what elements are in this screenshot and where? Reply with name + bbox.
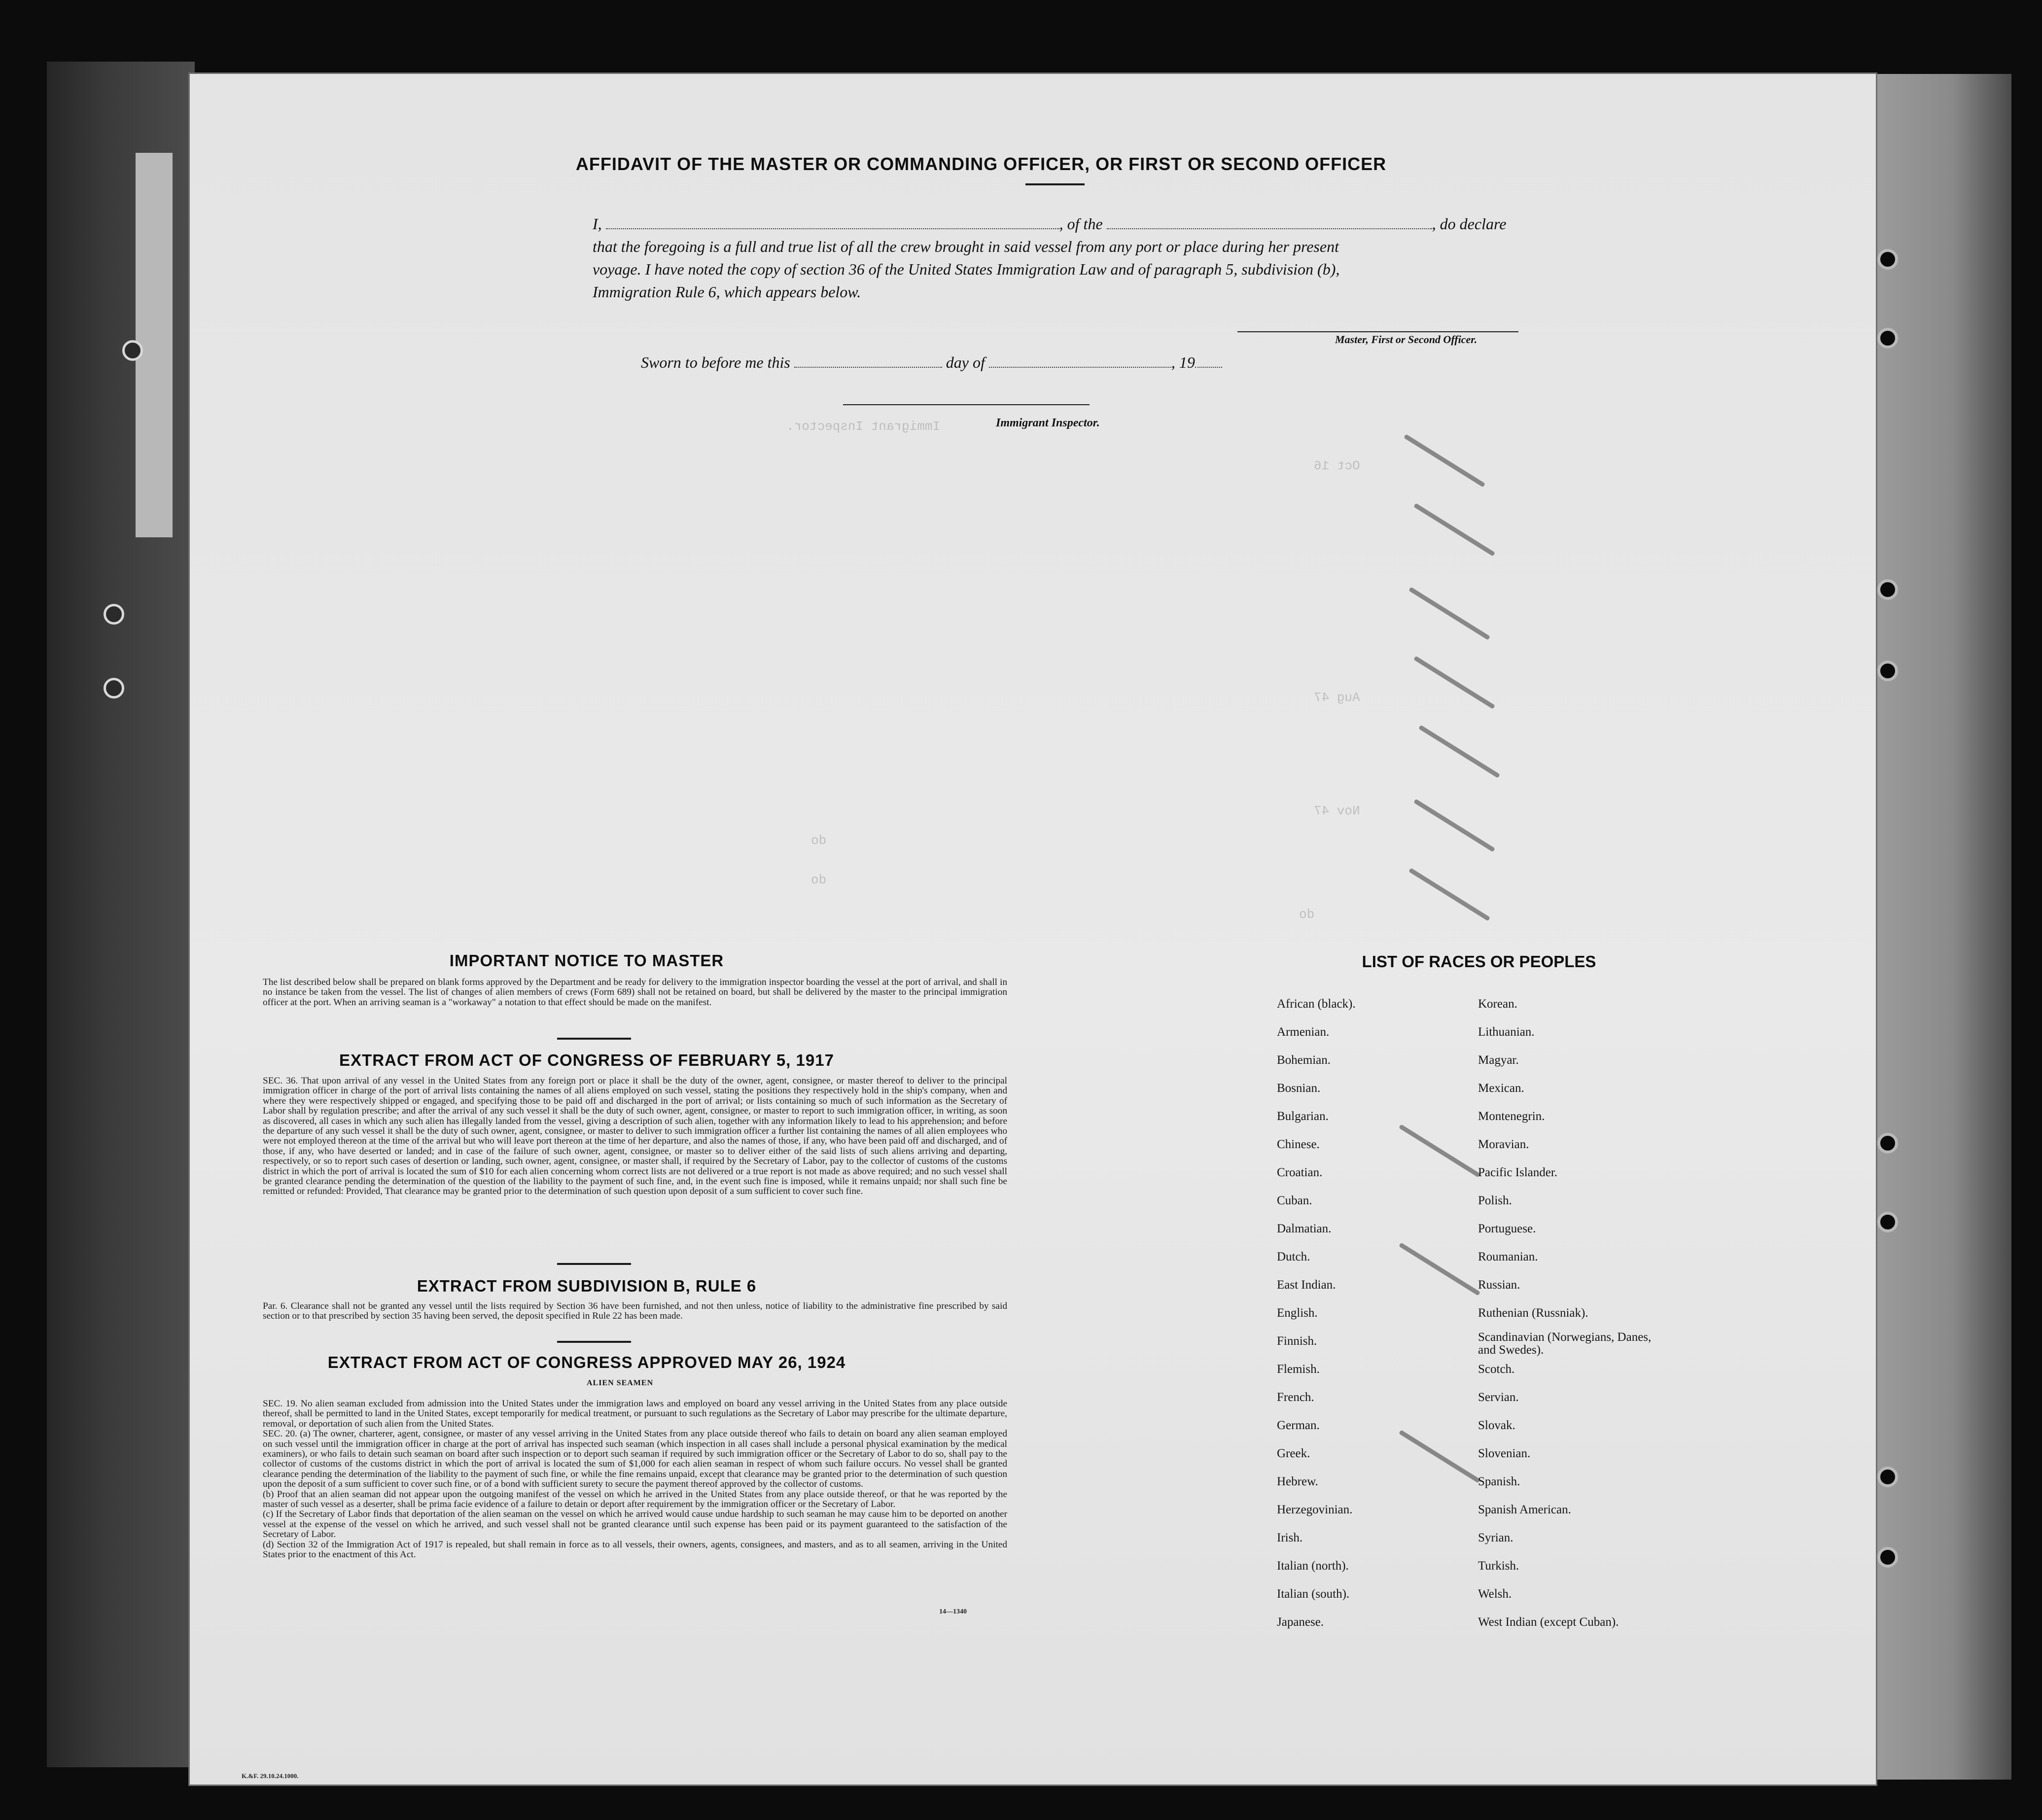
race-item: Scotch.	[1478, 1363, 1515, 1376]
race-item: English.	[1277, 1306, 1318, 1320]
notice-title: IMPORTANT NOTICE TO MASTER	[449, 951, 724, 970]
race-item: Mexican.	[1478, 1082, 1524, 1095]
punch-hole-icon	[1877, 1133, 1898, 1154]
pen-stroke	[1399, 1242, 1480, 1295]
race-item: Scandinavian (Norwegians, Danes, and Swedes).	[1478, 1330, 1652, 1357]
punch-hole-icon	[1877, 661, 1898, 681]
race-item: Polish.	[1478, 1194, 1512, 1207]
affidavit-line-3: voyage. I have noted the copy of section 36 of the United States Immigration Law and of paragraph 5, subdivision (b),	[593, 260, 1340, 278]
race-item: Lithuanian.	[1478, 1025, 1535, 1039]
title-rule	[1025, 183, 1085, 185]
form-number: 14—1340	[939, 1608, 967, 1615]
race-item: East Indian.	[1277, 1278, 1336, 1292]
race-item: Korean.	[1478, 997, 1517, 1011]
race-item: Welsh.	[1478, 1587, 1512, 1601]
backing-board-left	[47, 62, 195, 1767]
race-item: Hebrew.	[1277, 1475, 1318, 1488]
race-item: Dalmatian.	[1277, 1222, 1332, 1235]
race-item: Italian (north).	[1277, 1559, 1349, 1573]
pen-stroke	[1408, 587, 1490, 640]
race-item: Irish.	[1277, 1531, 1303, 1544]
race-item: Roumanian.	[1478, 1250, 1538, 1263]
race-item: Ruthenian (Russniak).	[1478, 1306, 1588, 1320]
sworn-text: , 19	[1171, 353, 1195, 371]
race-item: Pacific Islander.	[1478, 1166, 1558, 1179]
pen-stroke	[1399, 1124, 1480, 1177]
extract-1924-title: EXTRACT FROM ACT OF CONGRESS APPROVED MAY 26, 1924	[327, 1353, 846, 1371]
signature-line[interactable]	[1237, 331, 1518, 332]
race-item: Montenegrin.	[1478, 1110, 1545, 1123]
race-item: Japanese.	[1277, 1615, 1324, 1629]
extract-1917-title: EXTRACT FROM ACT OF CONGRESS OF FEBRUARY 5, 1917	[339, 1051, 834, 1069]
alien-seamen-subtitle: ALIEN SEAMEN	[587, 1379, 654, 1387]
punch-hole-icon	[1877, 249, 1898, 270]
punch-hole-icon	[1877, 579, 1898, 600]
race-item: Finnish.	[1277, 1334, 1317, 1348]
pen-stroke	[1399, 1430, 1480, 1483]
affidavit-line-4: Immigration Rule 6, which appears below.	[593, 283, 861, 301]
rule6-text: Par. 6. Clearance shall not be granted any vessel until the lists required by Section 36 have been furnished, and not then unless, notice of liability to the administrative fine prescribed by said section or to that prescribed by section 35 having been served, the deposit specified in Rule 22 has been made.	[263, 1301, 1007, 1322]
race-item: Dutch.	[1277, 1250, 1310, 1263]
punch-hole-icon	[1877, 1212, 1898, 1232]
race-item: Portuguese.	[1478, 1222, 1536, 1235]
race-item: Magyar.	[1478, 1053, 1519, 1067]
bleed-through-text: Aug 47	[1314, 690, 1360, 705]
race-item: Syrian.	[1478, 1531, 1514, 1544]
punch-hole-icon	[1877, 1547, 1898, 1568]
race-item: Spanish American.	[1478, 1503, 1571, 1516]
affidavit-line-1	[593, 213, 1564, 235]
pen-stroke	[1413, 656, 1495, 709]
notice-text: The list described below shall be prepared on blank forms approved by the Department and be ready for delivery to the immigration inspector boarding the vessel at the port of arrival, and shall in no instance be taken from the vessel. The list of changes of alien members of crews (Form 689) shall not be retained on board, but shall be delivered by the master to the principal immigration officer at the port. When an arriving seaman is a "workaway" a notation to that effect should be made on the manifest.	[263, 977, 1007, 1008]
race-item: Turkish.	[1478, 1559, 1519, 1573]
sworn-month-blank[interactable]	[989, 367, 1171, 368]
inspector-label: Immigrant Inspector.	[996, 417, 1100, 429]
affidavit-line-2: that the foregoing is a full and true list of all the crew brought in said vessel from any port or place during her present	[593, 238, 1339, 255]
race-item: African (black).	[1277, 997, 1356, 1011]
pen-stroke	[1413, 503, 1495, 556]
bleed-through-text: Immigrant Inspector.	[786, 419, 941, 434]
race-item: Bohemian.	[1277, 1053, 1331, 1067]
race-item: Italian (south).	[1277, 1587, 1350, 1601]
race-item: West Indian (except Cuban).	[1478, 1615, 1619, 1629]
punch-hole-icon	[104, 678, 124, 699]
race-item: Bulgarian.	[1277, 1110, 1329, 1123]
race-item: Greek.	[1277, 1447, 1310, 1460]
pen-stroke	[1418, 725, 1500, 778]
sworn-text: day of	[946, 353, 985, 371]
punch-hole-icon	[1877, 328, 1898, 349]
race-item: German.	[1277, 1419, 1320, 1432]
bleed-through-text: Oct 16	[1314, 458, 1360, 473]
sworn-year-blank[interactable]	[1195, 367, 1222, 368]
punch-hole-icon	[104, 604, 124, 625]
master-signature-label: Master, First or Second Officer.	[1335, 333, 1478, 346]
section-rule	[557, 1341, 631, 1343]
race-item: Croatian.	[1277, 1166, 1323, 1179]
punch-hole-icon	[1877, 1467, 1898, 1487]
race-item: Chinese.	[1277, 1138, 1320, 1151]
race-item: Herzegovinian.	[1277, 1503, 1353, 1516]
bleed-through-text: do	[1299, 907, 1315, 922]
affidavit-title: AFFIDAVIT OF THE MASTER OR COMMANDING OFFICER, OR FIRST OR SECOND OFFICER	[575, 154, 1387, 174]
race-item: Armenian.	[1277, 1025, 1330, 1039]
race-item: Moravian.	[1478, 1138, 1529, 1151]
name-blank[interactable]	[606, 228, 1059, 229]
sworn-text: Sworn to before me this	[641, 353, 790, 371]
race-item: French.	[1277, 1391, 1314, 1404]
race-item: Slovenian.	[1478, 1447, 1531, 1460]
race-item: Cuban.	[1277, 1194, 1312, 1207]
punch-hole-icon	[122, 340, 143, 361]
rule6-title: EXTRACT FROM SUBDIVISION B, RULE 6	[417, 1277, 757, 1295]
bleed-through-text: do	[811, 873, 827, 887]
sworn-day-blank[interactable]	[794, 367, 942, 368]
race-item: Spanish.	[1478, 1475, 1520, 1488]
race-item: Russian.	[1478, 1278, 1520, 1292]
pen-stroke	[1404, 434, 1485, 487]
races-title: LIST OF RACES OR PEOPLES	[1362, 952, 1596, 971]
affidavit-text: I,	[593, 215, 602, 233]
extract-1917-text: SEC. 36. That upon arrival of any vessel in the United States from any foreign port or place it shall be the duty of the owner, agent, consignee, or master thereof to deliver to the principal immigration officer in charge of the port of arrival lists containing the names of all aliens employed on such vessel, stating the positions they respectively hold in the ship's company, when and where they were respectively shipped or engaged, and specifying those to be paid off and discharged in the port of arrival; or lists containing so much of such information as the Secretary of Labor shall by regulation prescribe; and after the arrival of any such vessel it shall be the duty of such owner, agent, consignee, or master to report to such immigration officer, in writing, as soon as discovered, all cases in which any such alien has illegally landed from the vessel, giving a description of such alien, together with any information likely to lead to his apprehension; and before the departure of any such vessel it shall be the duty of such owner, agent, consignee, or master to deliver to such immigration officer a further list containing the names of all alien employees who were not employed thereon at the time of the arrival but who will leave port thereon at the time of her departure, and also the names of those, if any, who have been paid off and discharged, and of those, if any, who have deserted or landed; and in case of the failure of such owner, agent, consignee, or master so to deliver either of the said lists of such aliens arriving and departing, respectively, or so to report such cases of desertion or landing, such owner, agent, consignee, or master shall, if required by the Secretary of Labor, pay to the collector of customs of the customs district in which the port of arrival is located the sum of $10 for each alien concerning whom correct lists are not delivered or a true report is not made as above required; and no such vessel shall be granted clearance pending the determination of the question of the liability to the payment of such fine, and, in the event such fine is imposed, while it remains unpaid; nor shall such fine be remitted or refunded: Provided, That clearance may be granted prior to the determination of such question upon deposit of a sum sufficient to cover such fine.	[263, 1076, 1007, 1197]
pen-stroke	[1408, 868, 1490, 921]
extract-1924-text: SEC. 19. No alien seaman excluded from admission into the United States under the immigration laws and employed on board any vessel arriving in the United States from any place outside thereof, shall be permitted to land in the United States, except temporarily for medical treatment, or pursuant to such regulations as the Secretary of Labor may prescribe for the ultimate departure, removal, or deportation of such alien from the United States. SEC. 20. (a) The owner, charterer, agent, consignee, or master of any vessel arriving in the United States from any place outside thereof who fails to detain on board any alien seaman employed on such vessel until the immigration officer in charge at the port of arrival has inspected such seaman (which inspection in all cases shall include a personal physical examination by the medical examiners), or who fails to detain such seaman on board after such inspection or to deport such seaman if required by such immigration officer or the Secretary of Labor to do so, shall pay to the collector of customs of the customs district in which the port of arrival is located the sum of $1,000 for each alien seaman in respect of whom such failure occurs. No vessel shall be granted clearance pending the determination of the liability to the payment of such fine, or while the fine remains unpaid, except that clearance may be granted prior to the determination of such question upon the deposit of a sum sufficient to cover such fine, or of a bond with sufficient surety to secure the payment thereof approved by the collector of customs. (b) Proof that an alien seaman did not appear upon the outgoing manifest of the vessel on which he arrived in the United States from any place outside thereof, or that he was reported by the master of such vessel as a deserter, shall be prima facie evidence of a failure to detain or deport after requirement by the immigration officer or the Secretary of Labor. (c) If the Secretary of Labor finds that deportation of the alien seaman on the vessel on which he arrived would cause undue hardship to such seaman he may cause him to be deported on another vessel at the expense of the vessel on which he arrived, and such vessel shall not be granted clearance until such expense has been paid or its payment guaranteed to the satisfaction of the Secretary of Labor. (d) Section 32 of the Immigration Act of 1917 is repealed, but shall remain in force as to all vessels, their owners, agents, consignees, and masters, and as to all seamen, arriving in the United States prior to the enactment of this Act.	[263, 1399, 1007, 1560]
sworn-line	[641, 351, 1331, 373]
section-rule	[557, 1263, 631, 1265]
bleed-through-text: do	[811, 833, 827, 848]
inspector-signature-line[interactable]	[843, 404, 1090, 405]
race-item: Slovak.	[1478, 1419, 1515, 1432]
bleed-through-text: Nov 47	[1314, 804, 1360, 818]
section-rule	[557, 1038, 631, 1040]
race-item: Flemish.	[1277, 1363, 1320, 1376]
pen-stroke	[1413, 799, 1495, 852]
affidavit-text: , do declare	[1432, 215, 1507, 233]
printer-mark: K.&F. 29.10.24.1000.	[242, 1772, 299, 1780]
vessel-blank[interactable]	[1107, 228, 1432, 229]
race-item: Servian.	[1478, 1391, 1519, 1404]
race-item: Bosnian.	[1277, 1082, 1321, 1095]
affidavit-text: , of the	[1059, 215, 1103, 233]
